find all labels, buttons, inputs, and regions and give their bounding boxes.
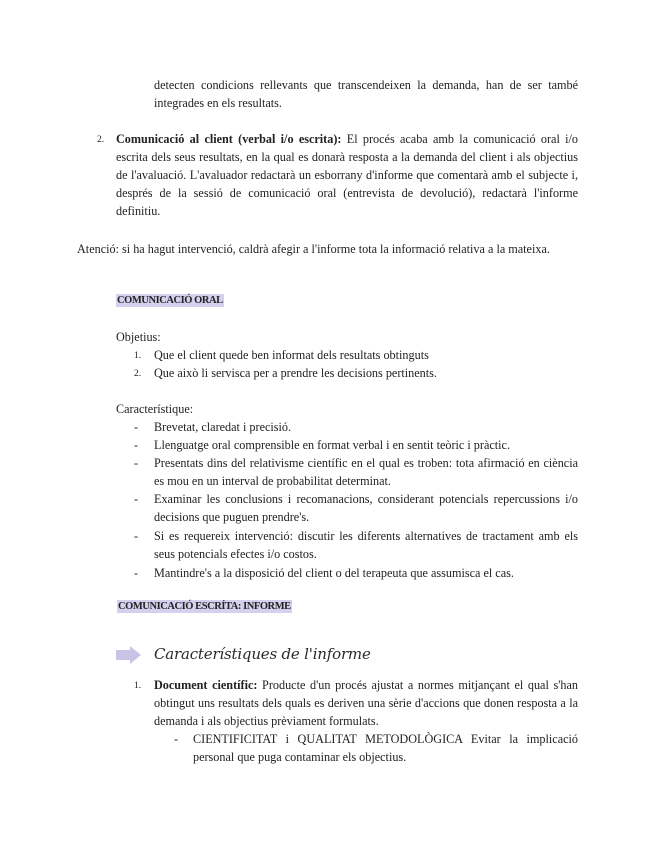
characteristics-label: Característique: [116, 402, 194, 416]
objective-item: Que el client quede ben informat dels resultats obtinguts [154, 348, 429, 362]
item-2-number: 2. [97, 135, 105, 145]
section-title: Característiques de l'informe [154, 645, 371, 663]
intro-continuation: detecten condicions rellevants que transcendeixen la demanda, han de ser també integrades en els resultats. [154, 78, 578, 110]
bullet-dash: - [134, 420, 139, 434]
sub-item: CIENTIFICITAT i QUALITAT METODOLÒGICA Evitar la implicació personal que puga contaminar els objectius. [193, 732, 578, 764]
objective-number: 2. [134, 369, 142, 379]
bullet-dash: - [134, 492, 139, 506]
characteristic-item: Llenguatge oral comprensible en format verbal i en sentit teòric i pràctic. [154, 438, 511, 452]
objective-item: Que això li servisca per a prendre les decisions pertinents. [154, 366, 437, 380]
characteristic-item: Si es requereix intervenció: discutir les diferents alternatives de tractament amb els seus potencials efectes i/o costos. [154, 529, 578, 561]
written-item-1-text: Producte d'un procés ajustat a normes mitjançant el qual s'han obtingut uns resultats dels quals es deriven una sèrie d'accions que donen resposta a la demanda i als objectius prèviament formulats. [154, 678, 578, 728]
characteristic-item: Brevetat, claredat i precisió. [154, 420, 292, 434]
item-2-paragraph [116, 130, 578, 220]
characteristic-item: Presentats dins del relativisme científic en el qual es troben: tota afirmació en ciència es mou en un interval de probabilitat determinat. [154, 456, 578, 488]
bullet-dash: - [134, 566, 139, 580]
arrow-right-icon [116, 646, 142, 664]
oral-heading: COMUNICACIÓ ORAL [117, 295, 223, 306]
atencio-paragraph: Atenció: si ha hagut intervenció, caldrà afegir a l'informe tota la informació relativa a la mateixa. [77, 242, 550, 256]
sub-bullet-dash: - [174, 732, 179, 746]
written-item-1-paragraph [154, 676, 578, 730]
characteristic-item: Examinar les conclusions i recomanacions, considerant potencials repercussions i/o decisions que puguen prendre's. [154, 492, 578, 524]
written-heading: COMUNICACIÓ ESCRÍTA: INFORME [118, 601, 291, 612]
characteristic-item: Mantindre's a la disposició del client o del terapeuta que assumisca el cas. [154, 566, 514, 580]
objective-number: 1. [134, 351, 142, 361]
written-item-1-number: 1. [134, 681, 142, 691]
bullet-dash: - [134, 438, 139, 452]
item-2-text: El procés acaba amb la comunicació oral i/o escrita dels seus resultats, en la qual es donarà resposta a la demanda del client i als objectius de l'avaluació. L'avaluador redactarà un esborrany d'informe que comentarà amb el subjecte i, després de la sessió de comunicació oral (entrevista de devolució), redactarà l'informe definitiu. [116, 132, 579, 218]
item-2-title: Comunicació al client (verbal i/o escrita): [116, 132, 342, 146]
bullet-dash: - [134, 529, 139, 543]
objectives-label: Objetius: [116, 330, 161, 344]
written-item-1-title: Document científic: [154, 678, 258, 692]
bullet-dash: - [134, 456, 139, 470]
